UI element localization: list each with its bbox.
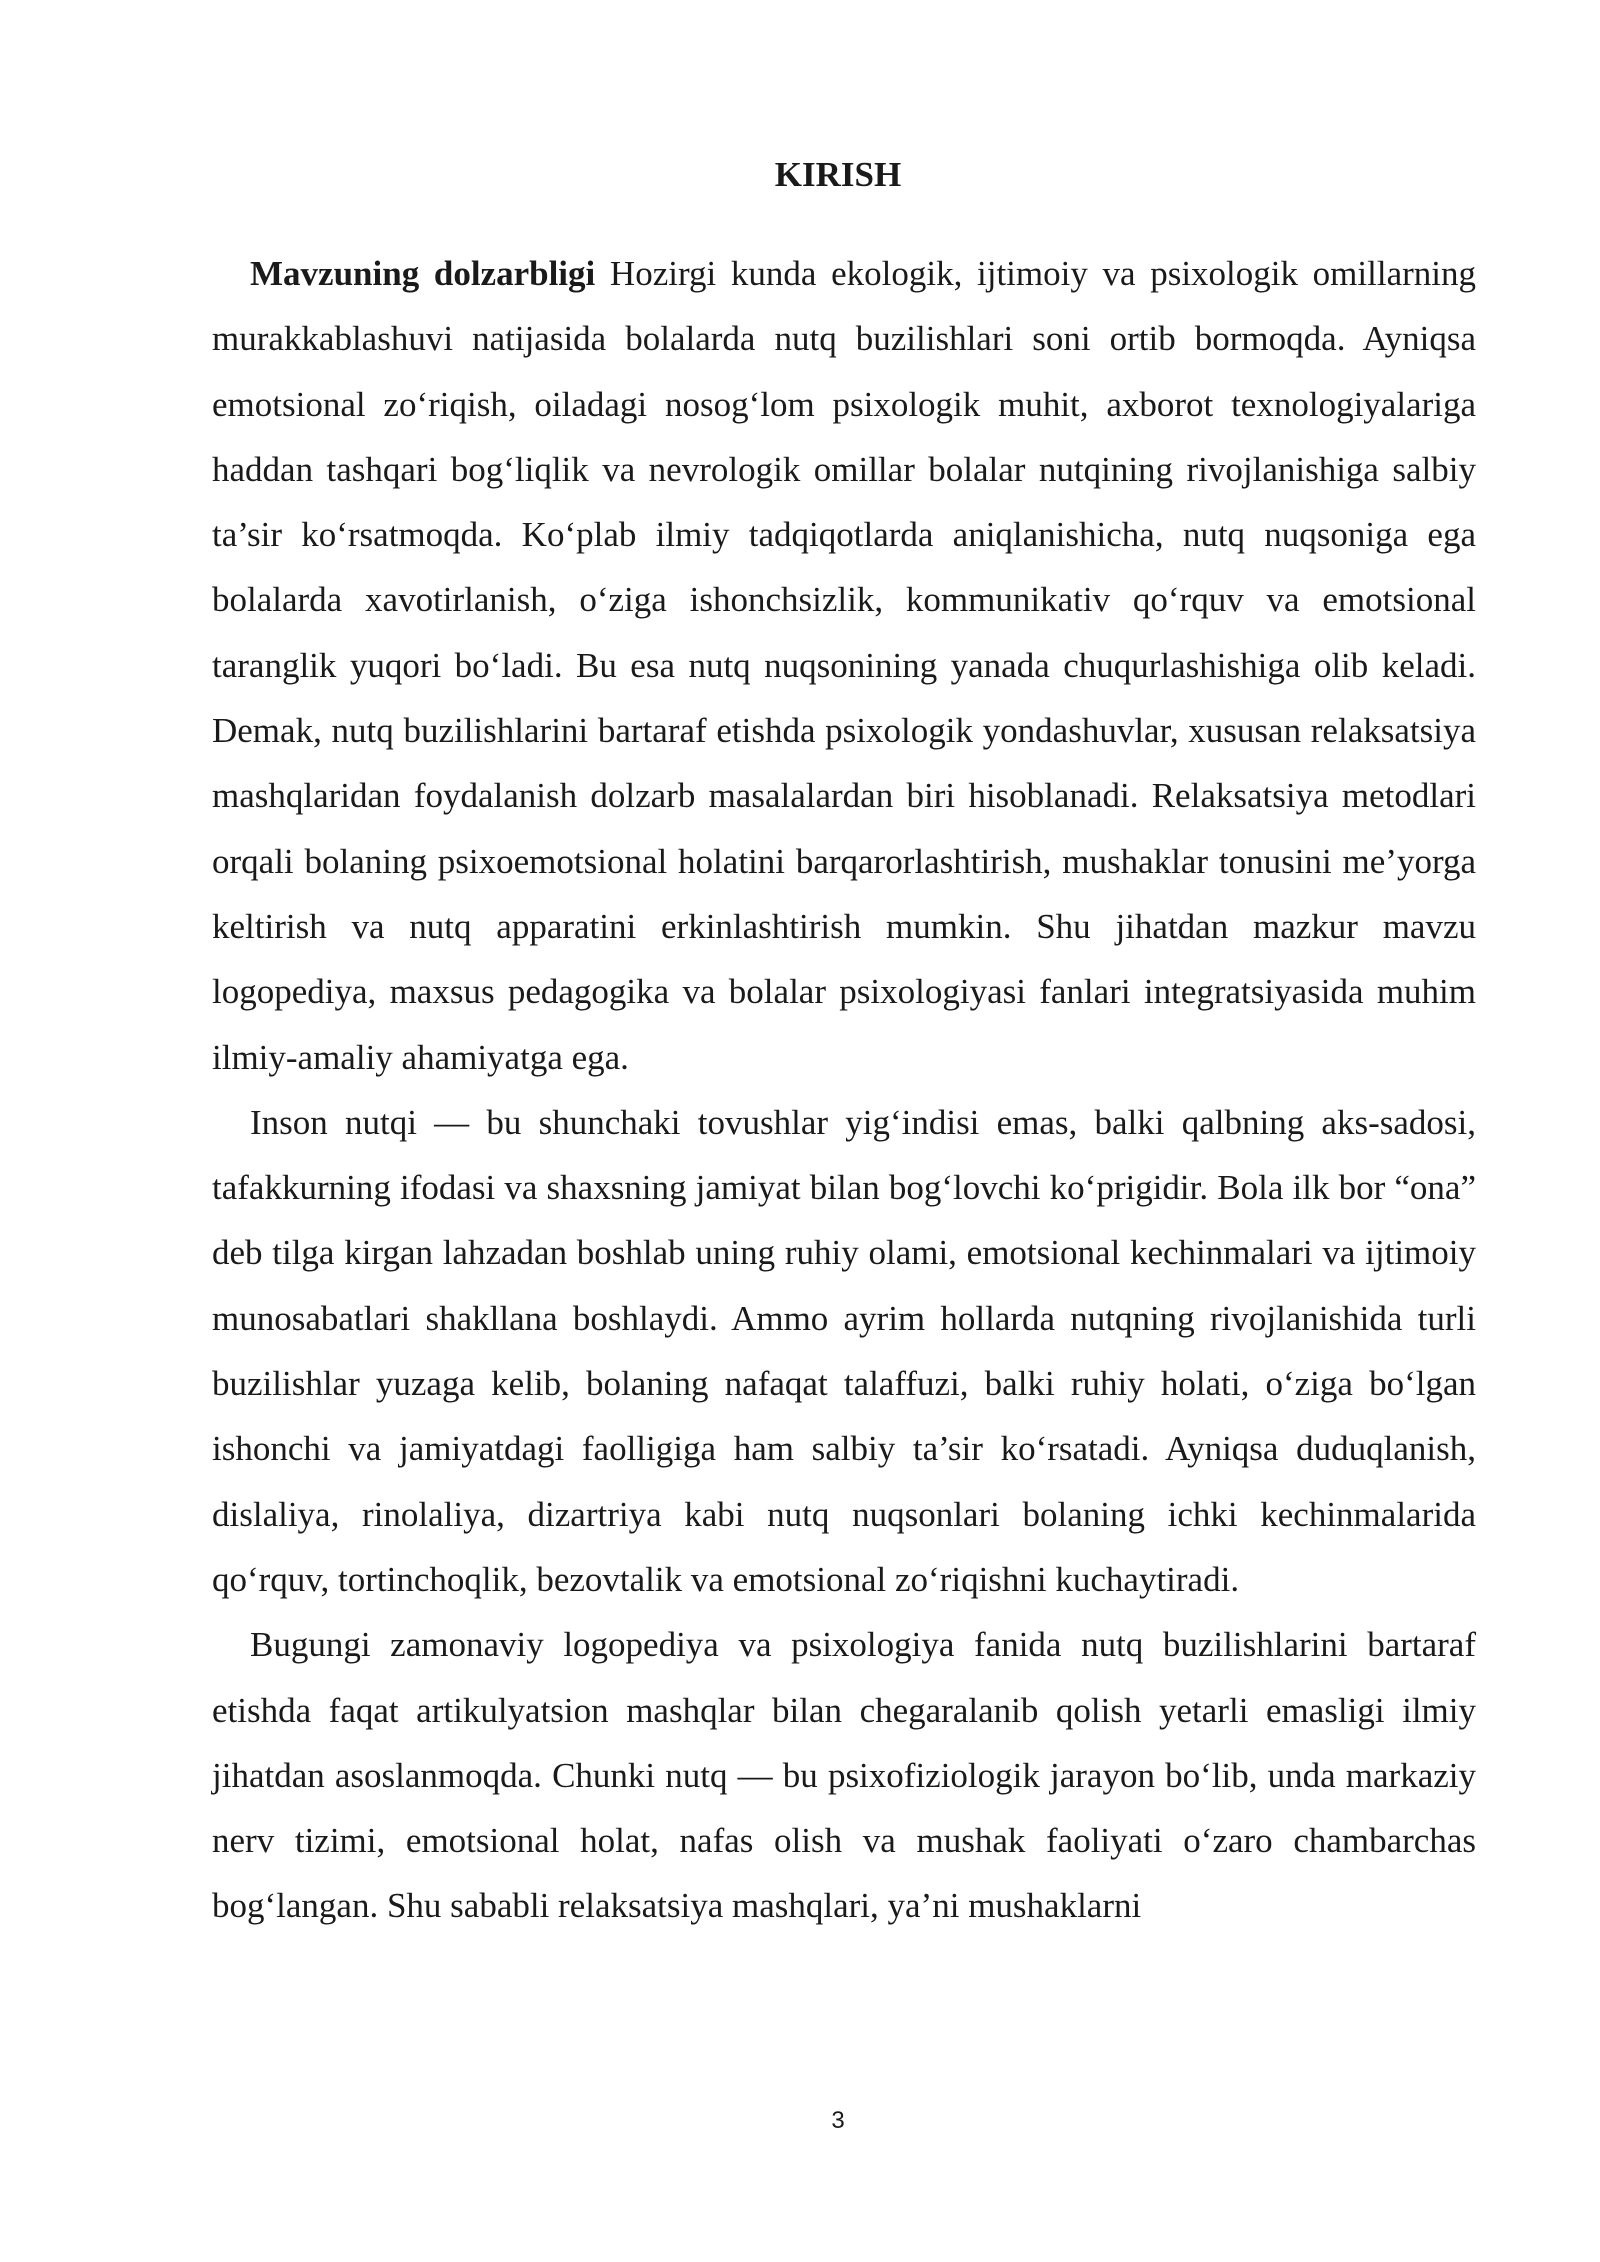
paragraph-lead-heading: Mavzuning dolzarbligi [250,254,596,293]
paragraph-modern-logopedics: Bugungi zamonaviy logopediya va psixologiya fanida nutq buzilishlarini bartaraf etishda faqat artikulyatsion mashqlar bilan chegaralanib qolish yetarli emasligi ilmiy jihatdan asoslanmoqda. Chunki nutq — bu psixofiziologik jarayon bo‘lib, unda markaziy nerv tizimi, emotsional holat, nafas olish va mushak faoliyati o‘zaro chambarchas bog‘langan. Shu sababli relaksatsiya mashqlari, ya’ni mushaklarni [212,1625,1476,1926]
page-number: 3 [831,2107,845,2134]
paragraph-human-speech: Inson nutqi — bu shunchaki tovushlar yig‘indisi emas, balki qalbning aks-sadosi, tafakkurning ifodasi va shaxsning jamiyat bilan bog‘lovchi ko‘prigidir. Bola ilk bor “ona” deb tilga kirgan lahzadan boshlab uning ruhiy olami, emotsional kechinmalari va ijtimoiy munosabatlari shakllana boshlaydi. Ammo ayrim hollarda nutqning rivojlanishida turli buzilishlar yuzaga kelib, bolaning nafaqat talaffuzi, balki ruhiy holati, o‘ziga bo‘lgan ishonchi va jamiyatdagi faolligiga ham salbiy ta’sir ko‘rsatadi. Ayniqsa duduqlanish, dislaliya, rinolaliya, dizartriya kabi nutq nuqsonlari bolaning ichki kechinmalarida qo‘rquv, tortinchoqlik, bezovtalik va emotsional zo‘riqishni kuchaytiradi. [212,1102,1476,1599]
body-text [212,241,1476,1939]
paragraph-relevance [212,241,1476,1090]
page-title: KIRISH [774,155,902,194]
paragraph-relevance-text: Hozirgi kunda ekologik, ijtimoiy va psixologik omillarning murakkablashuvi natijasida bolalarda nutq buzilishlari soni ortib bormoqda. Ayniqsa emotsional zo‘riqish, oiladagi nosog‘lom psixologik muhit, axborot texnologiyalariga haddan tashqari bog‘liqlik va nevrologik omillar bolalar nutqining rivojlanishiga salbiy ta’sir ko‘rsatmoqda. Ko‘plab ilmiy tadqiqotlarda aniqlanishicha, nutq nuqsoniga ega bolalarda xavotirlanish, o‘ziga ishonchsizlik, kommunikativ qo‘rquv va emotsional taranglik yuqori bo‘ladi. Bu esa nutq nuqsonining yanada chuqurlashishiga olib keladi. Demak, nutq buzilishlarini bartaraf etishda psixologik yondashuvlar, xususan relaksatsiya mashqlaridan foydalanish dolzarb masalalardan biri hisoblanadi. Relaksatsiya metodlari orqali bolaning psixoemotsional holatini barqarorlashtirish, mushaklar tonusini me’yorga keltirish va nutq apparatini erkinlashtirish mumkin. Shu jihatdan mazkur mavzu logopediya, maxsus pedagogika va bolalar psixologiyasi fanlari integratsiyasida muhim ilmiy-amaliy ahamiyatga ega. [212,254,1476,1077]
